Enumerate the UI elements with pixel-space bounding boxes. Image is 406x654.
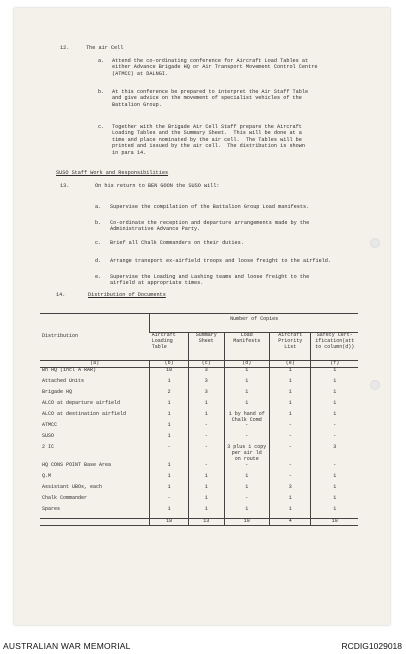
table-cell: ALCO at destination airfield [42, 410, 127, 417]
col-letter: (a) [40, 361, 150, 368]
table-row [40, 485, 358, 496]
para-13d-label: d. [95, 258, 102, 264]
table-cell: - [311, 434, 358, 445]
table-cell: 3 plus 1 copy per air ld on route [224, 445, 270, 462]
table-cell: 10 [150, 367, 189, 379]
table-row [40, 434, 358, 445]
distribution-header: Distribution [40, 314, 150, 361]
table-cell: ALCO at departure airfield [42, 399, 121, 406]
table-cell: 1 [224, 379, 270, 390]
table-cell: 2 [150, 390, 189, 401]
table-cell: 1 [270, 496, 311, 507]
para-13b-text: Co-ordinate the reception and departure arrangements made by the Administrative Advance Party. [110, 220, 310, 233]
para-13a-label: a. [95, 204, 102, 210]
table-cell: - [224, 496, 270, 507]
col-header-safety-cert: Safety Cert- ification(att to column(d)) [311, 333, 358, 361]
table-cell: - [270, 434, 311, 445]
table-cell: - [224, 423, 270, 434]
table-row [40, 463, 358, 474]
table-cell: Assistant UBOs, each [42, 483, 103, 490]
table-cell: 3 [189, 379, 224, 390]
para-12-title: The air Cell [86, 45, 124, 51]
table-cell: - [189, 463, 224, 474]
table-cell: 1 [189, 496, 224, 507]
table-cell: SUSO [42, 433, 55, 440]
table-cell: Attached Units [42, 377, 85, 384]
para-13d-text: Arrange transport ex-airfield troops and loose freight to the airfield. [110, 258, 332, 264]
para-13a-text: Supervise the compilation of the Battalion Group Load manifests. [110, 204, 310, 210]
table-cell: Q.M [42, 472, 52, 479]
table-cell: 1 [189, 412, 224, 424]
table-row [40, 412, 358, 424]
table-cell: 3 [189, 367, 224, 379]
table-cell: 1 [311, 507, 358, 519]
table-cell: 1 [311, 412, 358, 424]
table-cell: - [224, 463, 270, 474]
col-header-summary-sheet: Summary Sheet [189, 333, 224, 361]
para-13c-text: Brief all Chalk Commanders on their duties. [110, 240, 244, 246]
table-cell: 1 [311, 390, 358, 401]
table-row [40, 423, 358, 434]
table-cell: 1 [150, 423, 189, 434]
table-cell: - [270, 423, 311, 434]
para-13e-label: e. [95, 274, 102, 280]
table-cell: 1 [311, 474, 358, 485]
table-cell: - [270, 474, 311, 485]
table-cell: - [311, 423, 358, 434]
table-row [40, 367, 358, 379]
punch-hole-top [370, 238, 380, 248]
table-cell: - [270, 445, 311, 462]
col-letter: (e) [270, 361, 311, 368]
table-cell: 4 [270, 518, 311, 525]
para-14-title: Distribution of Documents [88, 292, 166, 298]
table-cell: 1 [224, 507, 270, 519]
table-cell: 18 [150, 518, 189, 525]
footer-record-id: RCDIG1029018 [341, 641, 402, 651]
col-header-priority-list: Aircraft Priority List [270, 333, 311, 361]
col-letter: (d) [224, 361, 270, 368]
para-14-number: 14. [56, 292, 66, 298]
para-13b-label: b. [95, 220, 102, 226]
table-cell: 1 [311, 485, 358, 496]
table-cell: - [224, 434, 270, 445]
table-cell: - [150, 496, 189, 507]
section-heading-suso: SUSO Staff Work and Responsibilities [56, 170, 169, 176]
table-cell: - [189, 434, 224, 445]
table-cell: 3 [270, 485, 311, 496]
para-12-number: 12. [60, 45, 70, 51]
para-13c-label: c. [95, 240, 102, 246]
para-13-intro: On his return to BEN GOON the SUSO will: [95, 183, 220, 189]
table-cell: 1 [150, 474, 189, 485]
para-12b-label: b. [98, 89, 105, 95]
table-cell: 1 [270, 367, 311, 379]
table-cell: 10 [224, 518, 270, 525]
table-cell: 3 [189, 390, 224, 401]
table-total-row [40, 518, 358, 525]
table-cell: 1 [270, 507, 311, 519]
col-header-loading-table: Aircraft Loading Table [150, 333, 189, 361]
table-cell: 1 [150, 463, 189, 474]
col-letter: (f) [311, 361, 358, 368]
table-cell: - [189, 445, 224, 462]
table-cell: HQ CONS POINT Base Area [42, 461, 112, 468]
table-cell: 1 [150, 434, 189, 445]
archive-footer [0, 631, 406, 654]
table-cell: 1 [311, 401, 358, 412]
table-cell: 1 [224, 367, 270, 379]
table-cell: 1 [150, 401, 189, 412]
distribution-rows [40, 367, 358, 518]
table-cell: 10 [311, 518, 358, 525]
col-letter: (c) [189, 361, 224, 368]
table-row [40, 445, 358, 462]
table-cell: Brigade HQ [42, 388, 73, 395]
table-cell: - [311, 463, 358, 474]
distribution-table [40, 313, 358, 526]
table-cell: Spares [42, 505, 61, 512]
para-12c-text: Together with the Brigade Air Cell Staff prepare the Aircraft Loading Tables and the Summary Sheet. This will be done at a time and place nominated by the air cell. The Tables will be printed and issued by the air cell. The distribution is shown in para 14. [112, 124, 306, 156]
table-row [40, 379, 358, 390]
table-cell: 2 IC [42, 444, 55, 451]
table-cell: 1 [270, 379, 311, 390]
table-cell: 1 [311, 379, 358, 390]
para-13-number: 13. [60, 183, 70, 189]
para-12a-label: a. [98, 58, 105, 64]
table-cell: ATMCC [42, 422, 58, 429]
table-cell: 1 [270, 390, 311, 401]
table-cell: 1 [224, 390, 270, 401]
table-cell: Chalk Commander [42, 494, 88, 501]
table-cell: - [270, 463, 311, 474]
table-cell: 1 [189, 474, 224, 485]
para-12c-label: c. [98, 124, 105, 130]
table-cell: - [150, 445, 189, 462]
table-cell: 1 [224, 485, 270, 496]
table-cell: 1 [189, 485, 224, 496]
table-cell: 1 by hand of Chalk Comd [224, 412, 270, 424]
table-cell: 1 [189, 401, 224, 412]
table-row [40, 507, 358, 519]
table-cell: 3 [311, 445, 358, 462]
table-cell: - [189, 423, 224, 434]
table-cell [40, 518, 150, 525]
para-12a-text: Attend the co-ordinating conference for Aircraft Load Tables at either Advance Brigade HQ or Air Transport Movement Control Centre (ATMCC) at DALNGI. [112, 58, 318, 77]
table-cell: 1 [270, 412, 311, 424]
table-cell: 13 [189, 518, 224, 525]
table-cell: Bn HQ (incl A RAR) [42, 366, 97, 373]
table-cell: 1 [311, 496, 358, 507]
footer-archive-name: AUSTRALIAN WAR MEMORIAL [3, 641, 131, 651]
table-cell: 1 [224, 474, 270, 485]
col-letter: (b) [150, 361, 189, 368]
table-row [40, 496, 358, 507]
table-cell: 1 [311, 367, 358, 379]
para-12b-text: At this conference be prepared to interpret the Air Staff Table and give advice on the movement of specialist vehicles of the Battalion Group. [112, 89, 309, 108]
para-13e-text: Supervise the Loading and Lashing teams and loose freight to the airfield at appropriate times. [110, 274, 310, 287]
number-of-copies-header: Number of Copies [150, 314, 358, 333]
col-header-load-manifests: Load Manifests [224, 333, 270, 361]
table-cell: 1 [150, 507, 189, 519]
table-cell: 1 [150, 485, 189, 496]
table-cell: 1 [150, 412, 189, 424]
table-cell: 1 [189, 507, 224, 519]
table-cell: 1 [224, 401, 270, 412]
table-cell: 1 [150, 379, 189, 390]
table-cell: 1 [270, 401, 311, 412]
punch-hole-bottom [370, 380, 380, 390]
